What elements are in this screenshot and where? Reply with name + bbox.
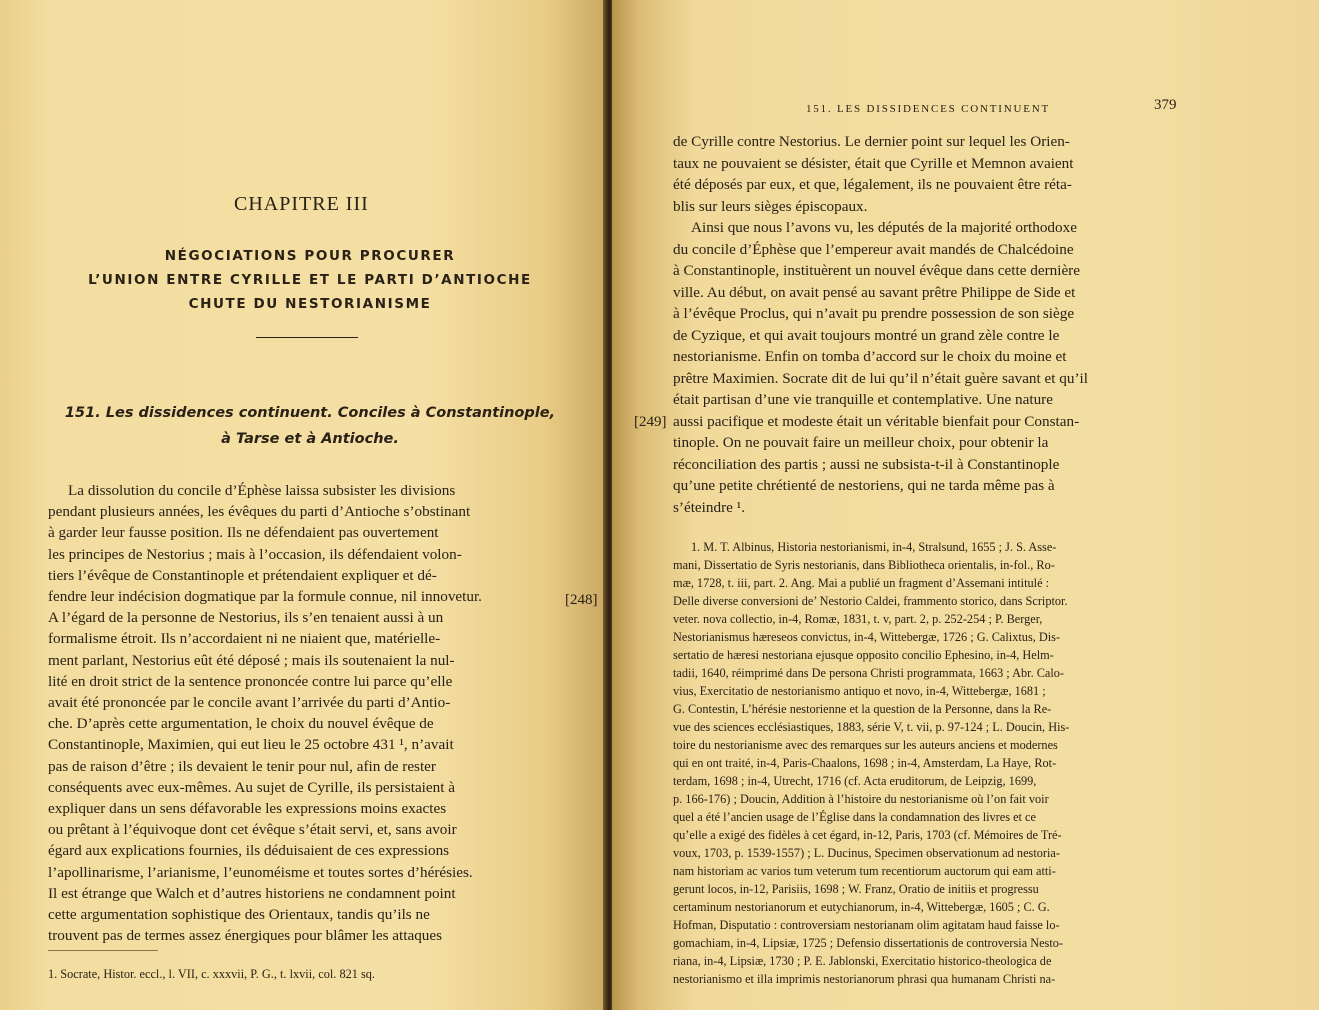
section-heading-line: 151. Les dissidences continuent. Conciles à Constantinople,	[64, 405, 556, 421]
footnote-line: certaminum nestorianorum et eutychianorum, in-4, Wittebergæ, 1605 ; C. G.	[673, 900, 1050, 914]
footnote-line: quel a été l’ancien usage de l’Église dans la condamnation des livres et ce	[673, 810, 1036, 824]
body-line: de Cyrille contre Nestorius. Le dernier point sur lequel les Orien-	[673, 133, 1070, 150]
running-head: 151. LES DISSIDENCES CONTINUENT	[806, 103, 1051, 115]
footnote-line: sertatio de hæresi nestoriana ejusque opposito concilio Ephesino, in-4, Helm-	[673, 648, 1054, 662]
footnote-line: toire du nestorianisme avec des remarques sur les auteurs anciens et modernes	[673, 738, 1058, 752]
right-page	[612, 0, 1319, 1010]
body-line: taux ne pouvaient se désister, était que Cyrille et Memnon avaient	[673, 154, 1074, 172]
footnote-line: qui en ont traité, in-4, Paris-Chaalons, 1698 ; in-4, Amsterdam, La Haye, Rot-	[673, 756, 1057, 770]
body-line: nestorianisme. Enfin on tomba d’accord sur le choix du moine et	[673, 348, 1067, 365]
body-line: formalisme étroit. Ils n’accordaient ni ne niaient que, matérielle-	[48, 630, 441, 648]
footnote-line: gerunt locos, in-12, Parisiis, 1698 ; W. Franz, Oratio de initiis et progressu	[673, 882, 1039, 896]
footnote-line: gomachiam, in-4, Lipsiæ, 1725 ; Defensio dissertationis de controversia Nesto-	[673, 936, 1064, 950]
body-line: les principes de Nestorius ; mais à l’occasion, ils défendaient volon-	[48, 545, 462, 563]
body-line: La dissolution du concile d’Éphèse laissa subsister les divisions	[68, 482, 456, 499]
body-line: Il est étrange que Walch et d’autres historiens ne condamnent point	[48, 884, 456, 902]
footnote-line: qu’elle a exigé des fidèles à cet égard, in-12, Paris, 1703 (cf. Mémoires de Tré-	[673, 828, 1062, 842]
footnote-divider	[48, 950, 158, 951]
footnote-line: Nestorianismus hæreseos convictus, in-4, Wittebergæ, 1726 ; G. Calixtus, Dis-	[673, 630, 1061, 644]
footnote-line: mæ, 1728, t. iii, part. 2. Ang. Mai a publié un fragment d’Assemani intitulé :	[673, 576, 1050, 590]
body-line: à l’évêque Proclus, qui n’avait pu prendre possession de son siège	[673, 305, 1075, 322]
chapter-divider	[256, 337, 358, 338]
body-line: expliquer dans un sens défavorable les expressions moins exactes	[48, 800, 447, 817]
footnote-line: riana, in-4, Lipsiæ, 1730 ; P. E. Jablonski, Exercitatio historico-theologica de	[673, 954, 1052, 968]
body-line: réconciliation des partis ; aussi ne subsista-t-il à Constantinople	[673, 455, 1060, 473]
footnote-line: p. 166-176) ; Doucin, Addition à l’histoire du nestorianisme où l’on fait voir	[673, 792, 1049, 806]
footnote-line: mani, Dissertatio de Syris nestorianis, dans Bibliotheca orientalis, in-fol., Ro-	[673, 558, 1055, 572]
footnote-line: G. Contestin, L’hérésie nestorienne et la question de la Personne, dans la Re-	[673, 702, 1052, 716]
body-line: l’apollinarisme, l’arianisme, l’eunoméisme et toutes sortes d’hérésies.	[48, 863, 473, 881]
body-line: du concile d’Éphèse que l’empereur avait mandés de Chalcédoine	[673, 240, 1074, 258]
footnote-line: Hofman, Disputatio : controversiam nestorianam olim agitatam haud faisse lo-	[673, 918, 1060, 932]
body-line: tiers l’évêque de Constantinople et prétendaient expliquer et dé-	[48, 566, 437, 584]
body-line: A l’égard de la personne de Nestorius, ils s’en tenaient aussi à un	[48, 609, 444, 627]
body-line: de Cyzique, et qui avait toujours montré un grand zèle contre le	[673, 326, 1060, 344]
body-line: à Constantinople, instituèrent un nouvel évêque dans cette dernière	[673, 262, 1080, 279]
footnote-line: terdam, 1698 ; in-4, Utrecht, 1716 (cf. Acta eruditorum, de Leipzig, 1699,	[673, 774, 1037, 788]
footnote-line: nam historiam ac varios tum veterum tum recentiorum auctorum qui eam atti-	[673, 864, 1056, 878]
body-line: conséquents avec eux-mêmes. Au sujet de Cyrille, ils persistaient à	[48, 778, 455, 796]
footnote-line: nestorianismo et illa imprimis nestorianorum phrasi qua humanam Christi na-	[673, 972, 1056, 986]
body-line: avait été prononcée par le concile avant l’arrivée du parti d’Antio-	[48, 694, 451, 711]
chapter-subtitle-line: CHUTE DU NESTORIANISME	[188, 296, 432, 312]
body-line: trouvent pas de termes assez énergiques pour blâmer les attaques	[48, 927, 443, 945]
body-line: était partisan d’une vie tranquille et contemplative. Une nature	[673, 391, 1053, 408]
body-line: che. D’après cette argumentation, le choix du nouvel évêque de	[48, 715, 434, 733]
body-line: fendre leur indécision dogmatique par la formule connue, nil innovetur.	[48, 588, 482, 605]
footnote-line: vue des sciences ecclésiastiques, 1883, série V, t. vii, p. 97-124 ; L. Doucin, His-	[673, 720, 1070, 734]
body-line: ville. Au début, on avait pensé au savant prêtre Philippe de Side et	[673, 283, 1076, 301]
body-line: tinople. On ne pouvait faire un meilleur choix, pour obtenir la	[673, 434, 1049, 451]
body-line: s’éteindre ¹.	[673, 498, 746, 516]
body-line: été déposés par eux, et que, légalement, ils ne pouvaient être réta-	[673, 176, 1072, 193]
section-heading-line: à Tarse et à Antioche.	[221, 431, 399, 447]
footnote-line: veter. nova collectio, in-4, Romæ, 1831, t. v, part. 2, p. 252-254 ; P. Berger,	[673, 612, 1043, 626]
body-line: lité en droit strict de la sentence prononcée contre lui parce qu’elle	[48, 672, 453, 690]
margin-marker-left: [248]	[565, 592, 598, 608]
body-line: pas de raison d’être ; ils devaient le tenir pour nul, afin de rester	[48, 757, 436, 775]
chapter-title: CHAPITRE III	[234, 193, 369, 215]
body-line: ou prêtant à l’équivoque dont cet évêque s’était servi, et, sans avoir	[48, 821, 457, 839]
body-line: à garder leur fausse position. Ils ne défendaient pas ouvertement	[48, 524, 439, 542]
body-line: blis sur leurs sièges épiscopaux.	[673, 197, 868, 215]
footnote-line: Delle diverse conversioni de’ Nestorio Caldei, frammento storico, dans Scriptor.	[673, 594, 1068, 608]
footnote-line: voux, 1703, p. 1539-1557) ; L. Ducinus, Specimen observationum ad nestoria-	[673, 846, 1060, 860]
body-line: égard aux explications fournies, ils déduisaient de ces expressions	[48, 842, 450, 860]
body-line: prêtre Maximien. Socrate dit de lui qu’il n’était guère savant et qu’il	[673, 369, 1088, 387]
footnote-line: tadii, 1640, réimprimé dans De persona Christi programmata, 1663 ; Abr. Calo-	[673, 666, 1065, 680]
body-line: pendant plusieurs années, les évêques du parti d’Antioche s’obstinant	[48, 503, 471, 521]
body-line: ment parlant, Nestorius eût été déposé ; mais ils soutenaient la nul-	[48, 651, 455, 669]
body-line: Constantinople, Maximien, qui eut lieu le 25 octobre 431 ¹, n’avait	[48, 736, 454, 754]
body-line: Ainsi que nous l’avons vu, les députés de la majorité orthodoxe	[691, 219, 1077, 236]
footnote-line: 1. M. T. Albinus, Historia nestorianismi, in-4, Stralsund, 1655 ; J. S. Asse-	[691, 540, 1057, 554]
footnote-line: vius, Exercitatio de nestorianismo antiquo et novo, in-4, Wittebergæ, 1681 ;	[673, 684, 1046, 698]
chapter-subtitle	[40, 244, 580, 316]
body-line: qu’une petite chrétienté de nestoriens, qui ne tarda même pas à	[673, 477, 1055, 494]
chapter-subtitle-line: NÉGOCIATIONS POUR PROCURER	[164, 248, 456, 264]
body-line: cette argumentation sophistique des Orientaux, tandis qu’ils ne	[48, 906, 430, 923]
section-heading	[40, 400, 580, 452]
page-number: 379	[1154, 97, 1177, 113]
left-page	[0, 0, 606, 1010]
left-footnote: 1. Socrate, Histor. eccl., l. VII, c. xxxvii, P. G., t. lxvii, col. 821 sq.	[48, 967, 375, 981]
body-line: aussi pacifique et modeste était un véritable bienfait pour Constan-	[673, 412, 1080, 430]
margin-marker-right: [249]	[634, 414, 667, 430]
chapter-subtitle-line: L’UNION ENTRE CYRILLE ET LE PARTI D’ANTIOCHE	[88, 272, 532, 288]
